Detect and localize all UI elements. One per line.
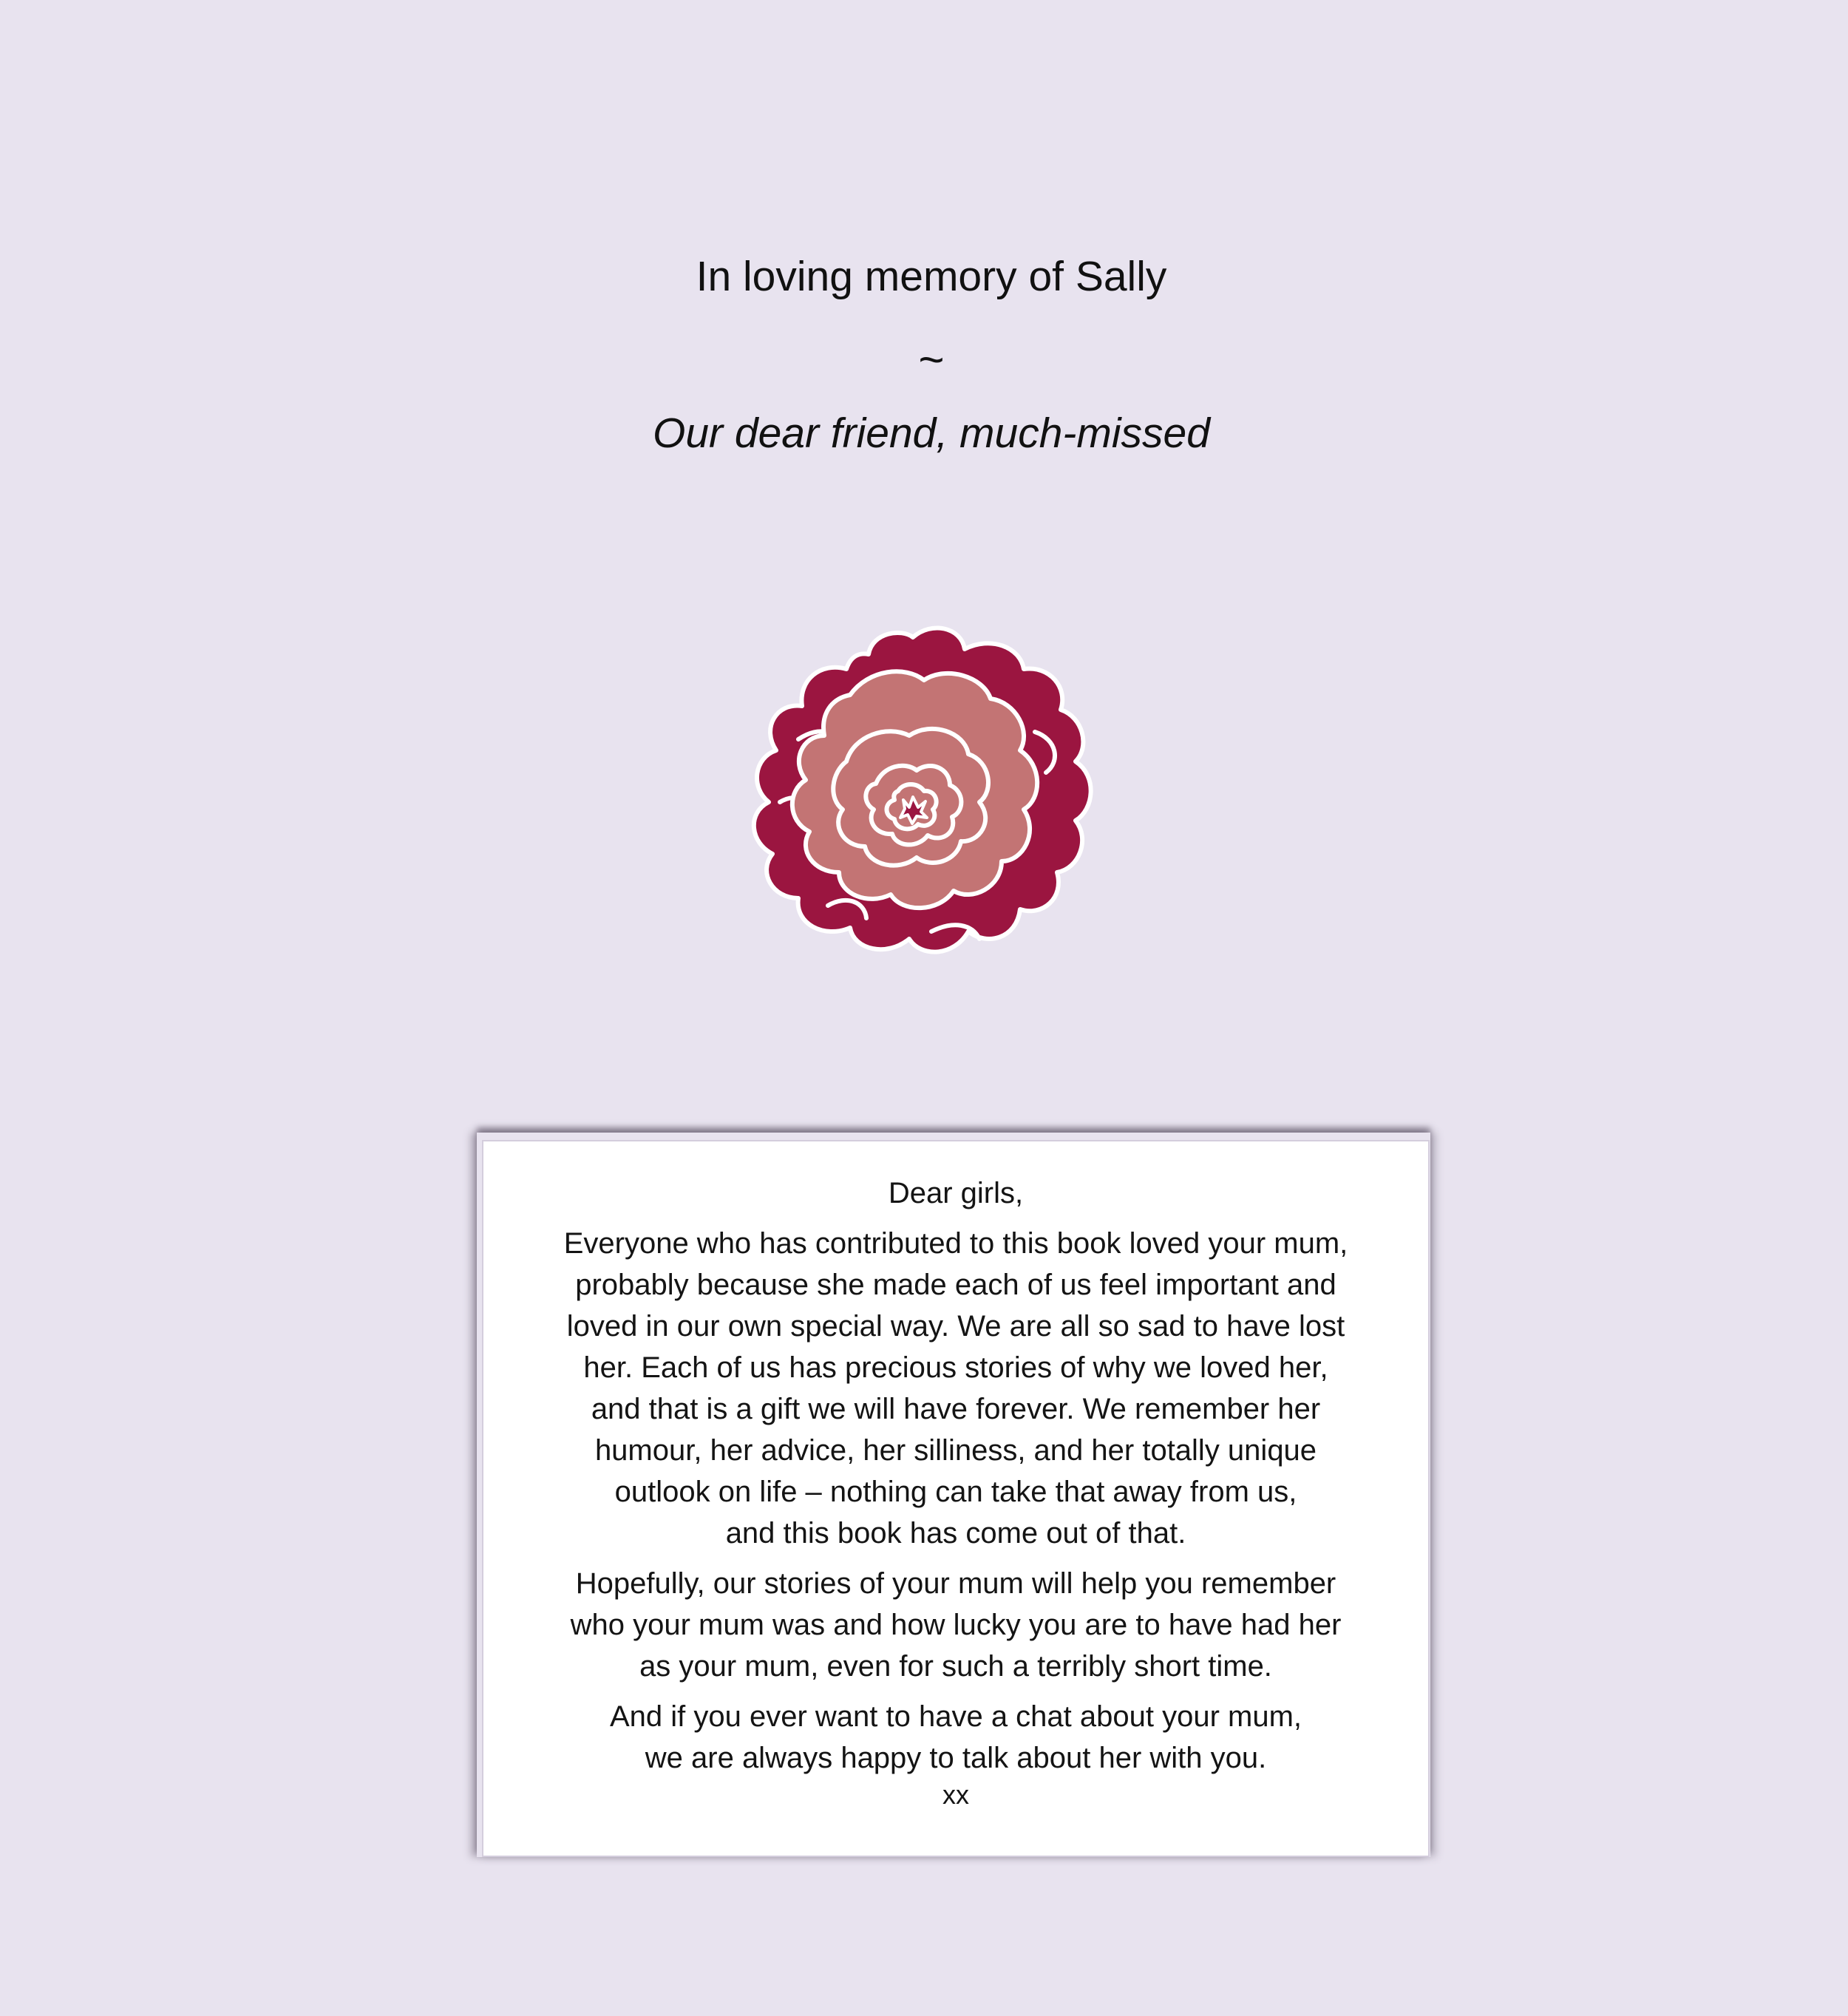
note-card [482,1140,1430,1857]
note-paragraph: Hopefully, our stories of your mum will help you remember who your mum was and how lucky you are to have had her as your mum, even for such a terribly short time. [570,1567,1342,1683]
page-subtitle: Our dear friend, much-missed [653,410,1210,457]
rose-flower-icon [710,614,1138,1013]
middle-petals [792,671,1037,908]
note-signoff: xx [942,1779,969,1810]
page-title: In loving memory of Sally [696,253,1167,300]
note-paragraph: And if you ever want to have a chat about your mum, we are always happy to talk about her with you. [609,1700,1302,1774]
title-separator: ~ [918,335,945,384]
note-paragraph: Everyone who has contributed to this book loved your mum, probably because she made each of us feel important and loved in our own special way. We are all so sad to have lost her. Each of us has precious stories of why we loved her, and that is a gift we will have forever. We remember her humour, her advice, her silliness, and her totally unique outlook on life – nothing can take that away from us, and this book has come out of that. [563,1227,1348,1550]
note-greeting: Dear girls, [888,1177,1024,1209]
